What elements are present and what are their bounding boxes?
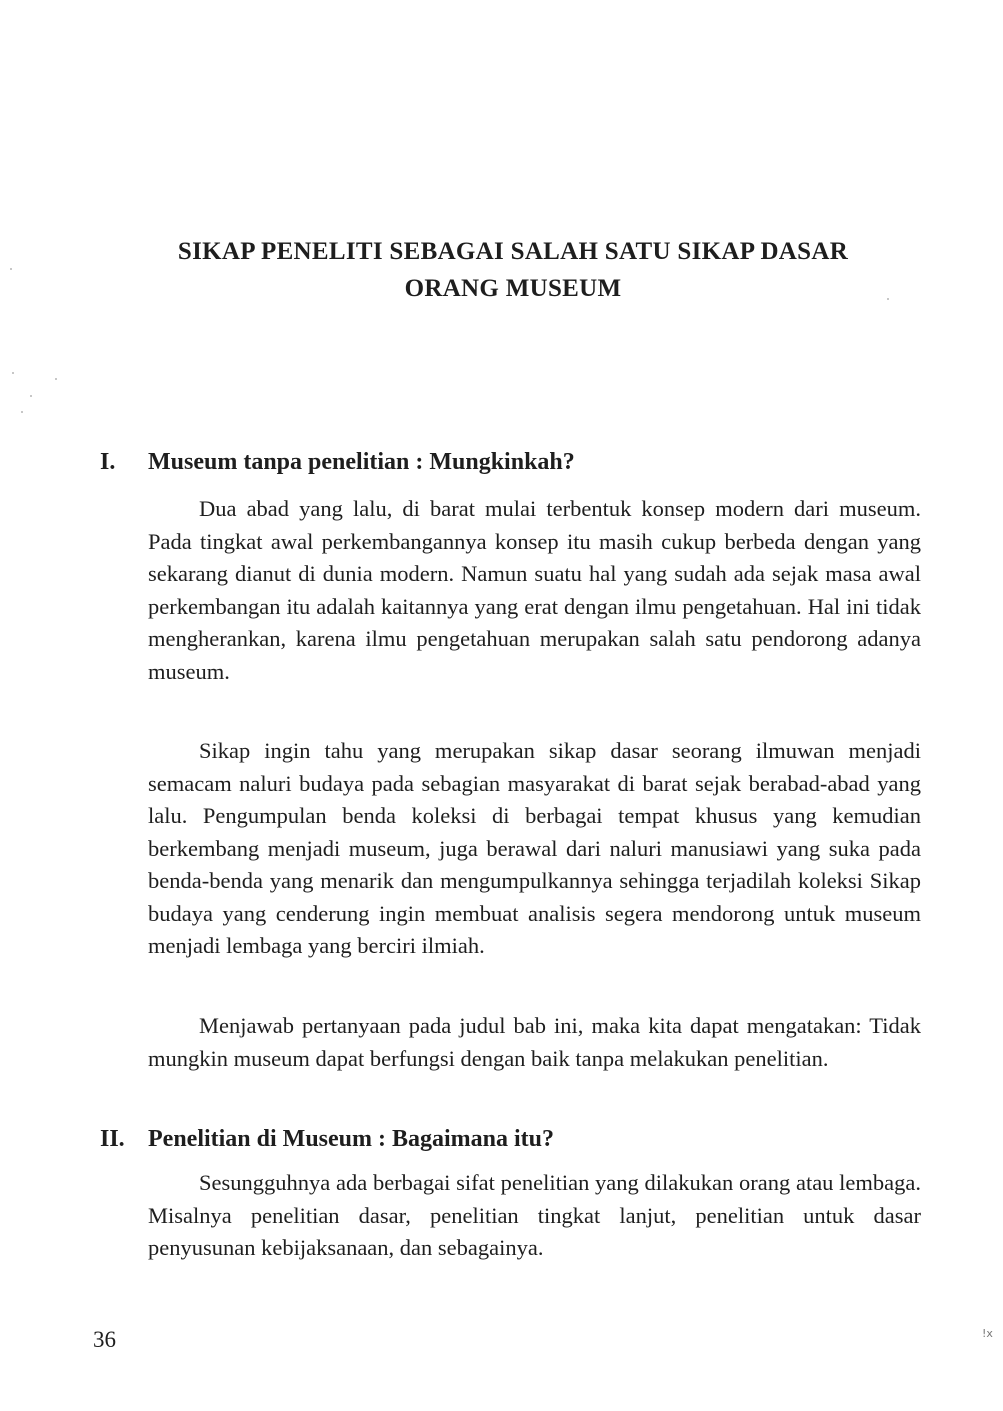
paragraph-3: Menjawab pertanyaan pada judul bab ini, maka kita dapat mengatakan: Tidak mungkin museum dapat berfungsi dengan baik tanpa melakukan penelitian.: [148, 1013, 921, 1071]
section-heading-1: [100, 446, 930, 478]
chapter-title: [100, 233, 926, 307]
scan-speck: [12, 372, 14, 374]
section-number-1: I.: [100, 449, 116, 475]
chapter-title-line-2: ORANG MUSEUM: [404, 275, 622, 302]
section-heading-1-text: Museum tanpa penelitian : Mungkinkah?: [148, 449, 575, 475]
section-number-2: II.: [100, 1126, 125, 1152]
paragraph-4: Sesungguhnya ada berbagai sifat penelitian yang dilakukan orang atau lembaga. Misalnya penelitian dasar, penelitian tingkat lanjut, penelitian untuk dasar penyusunan kebijaksanaan, dan sebagainya.: [148, 1170, 921, 1260]
paragraph-2: Sikap ingin tahu yang merupakan sikap dasar seorang ilmuwan menjadi semacam naluri budaya pada sebagian masyarakat di barat sejak berabad-abad yang lalu. Pengumpulan benda koleksi di berbagai tempat khusus yang kemudian berkembang menjadi museum, juga berawal dari naluri manusiawi yang suka pada benda-benda yang menarik dan mengumpulkannya sehingga terjadilah koleksi Sikap budaya yang cenderung ingin membuat analisis segera mendorong untuk museum menjadi lembaga yang berciri ilmiah.: [148, 738, 921, 958]
chapter-title-line-1: SIKAP PENELITI SEBAGAI SALAH SATU SIKAP DASAR: [177, 238, 849, 265]
section-heading-2-text: Penelitian di Museum : Bagaimana itu?: [148, 1126, 555, 1152]
paragraph-1: Dua abad yang lalu, di barat mulai terbentuk konsep modern dari museum. Pada tingkat awal perkembangannya konsep itu masih cukup berbeda dengan yang sekarang dianut di dunia modern. Namun suatu hal yang sudah ada sejak masa awal perkembangan itu adalah kaitannya yang erat dengan ilmu pengetahuan. Hal ini tidak mengherankan, karena ilmu pengetahuan merupakan salah satu pendorong adanya museum.: [148, 496, 921, 684]
section-heading-2: [100, 1123, 930, 1155]
corner-mark: !x: [982, 1327, 993, 1340]
scan-speck: [10, 268, 12, 270]
scan-speck: [30, 395, 32, 397]
page-number: 36: [93, 1327, 116, 1352]
scan-speck: [21, 411, 23, 413]
scan-speck: [55, 378, 57, 380]
